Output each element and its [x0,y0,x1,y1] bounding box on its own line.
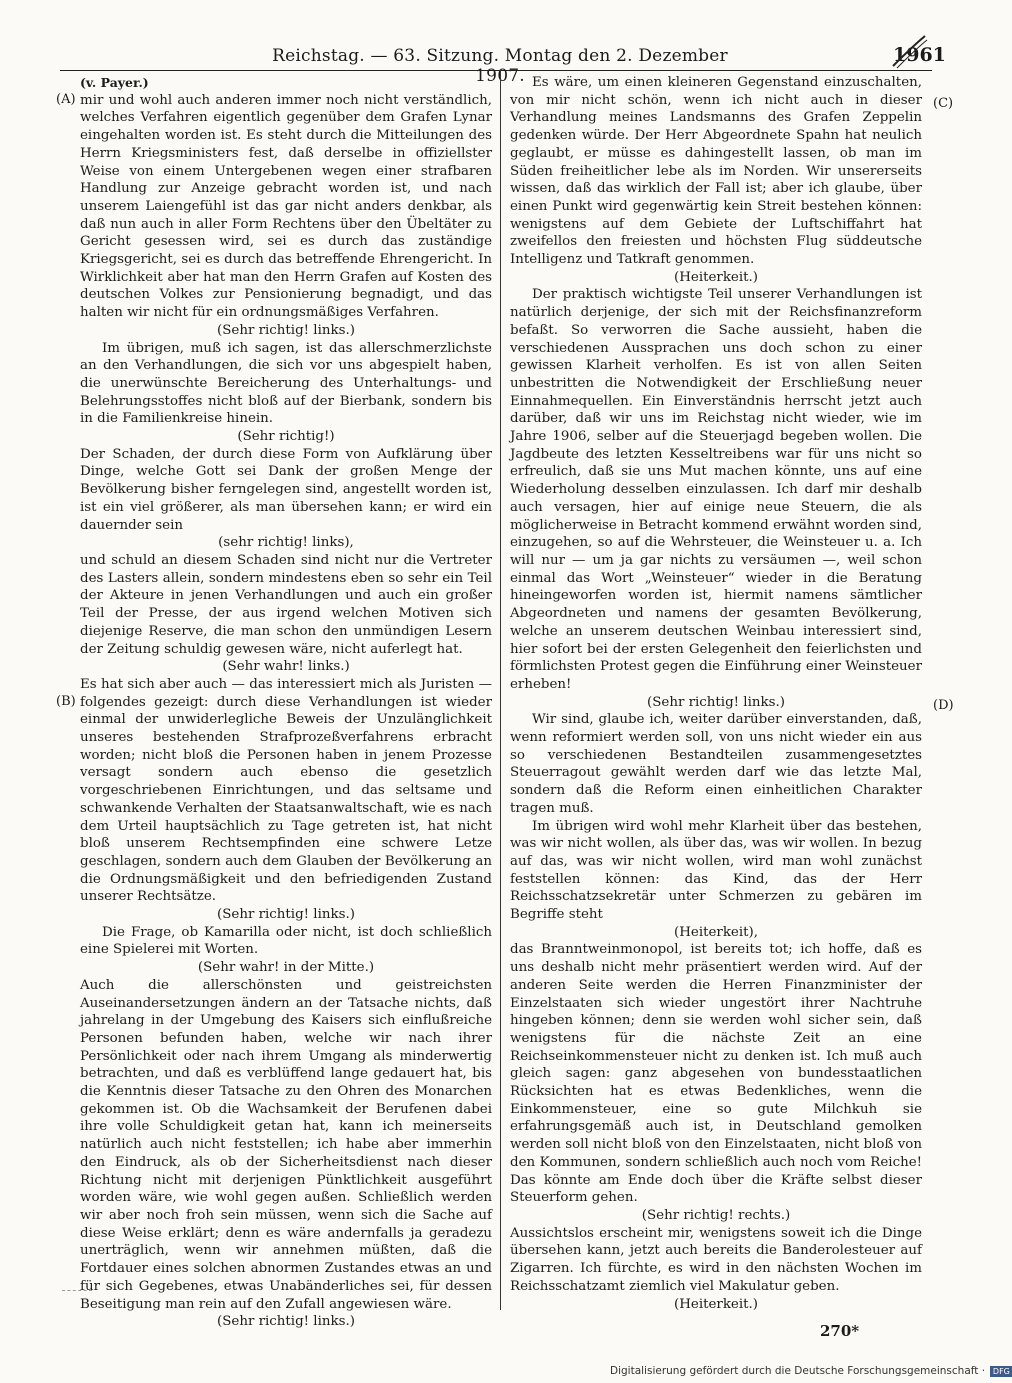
left-paragraph: Der Schaden, der durch diese Form von Aufklärung über Dinge, welche Gott sei Dank der großen Menge der Bevölkerung bisher ferngelegen sind, angestellt worden ist, ist ein viel größerer, als man übersehen kann; er wird ein dauernder sein [80,446,492,533]
left-smudge [62,1290,92,1291]
left-paragraph: Im übrigen, muß ich sagen, ist das allerschmerzlichste an den Verhandlungen, die sich vor uns abgespielt haben, die unerwünschte Bereicherung des Unterhaltungs- und Belehrungsstoffes nicht bloß auf der Bierbank, sondern bis in die Familienkreise hinein. [80,340,492,427]
left-paragraph: Die Frage, ob Kamarilla oder nicht, ist doch schließlich eine Spielerei mit Worten. [80,924,492,958]
left-paragraph: (Sehr wahr! in der Mitte.) [197,960,375,976]
page-number: 1961 [893,44,946,66]
dfg-logo: DFG [990,1366,1012,1377]
left-paragraph: mir und wohl auch anderen immer noch nicht verständlich, welches Verfahren eigentlich gegenüber dem Grafen Lynar eingehalten worden ist. Es steht durch die Mitteilungen des Herrn Kriegsministers fest, daß derselbe in offiziellster Weise von einem Untergebenen wegen einer strafbaren Handlung zur Anzeige gebracht worden ist, und nach unserem Laiengefühl ist das gar nicht anders denkbar, als daß nun auch in aller Form Rechtens über den Übeltäter zu Gericht gesessen wird, sei es durch das zuständige Kriegsgericht, sei es durch das betreffende Ehrengericht. In Wirklichkeit aber hat man den Herrn Grafen auf Kosten des deutschen Volkes zur Pensionierung begnadigt, und das halten wir nicht für ein ordnungsmäßiges Verfahren. [80,92,492,321]
left-paragraph: (sehr richtig! links), [218,535,354,551]
header-rule [60,70,932,71]
left-paragraph: (Sehr richtig! links.) [217,907,355,923]
right-paragraph: das Branntweinmonopol, ist bereits tot; ich hoffe, daß es uns deshalb nicht mehr präsentiert werden wird. Auf der anderen Seite werden die Herren Finanzminister der Einzelstaaten sich wieder ungestört ihrer Nachtruhe hingeben können; denn sie werden wohl sicher sein, daß wenigstens für die nächste Zeit an eine Reichseinkommensteuer nicht zu denken ist. Ich muß auch gleich sagen: ganz abgesehen von bundesstaatlichen Rücksichten hat es etwas Bedenkliches, wenn die Einkommensteuer, eine so gute Milchkuh sie erfahrungsgemäß auch ist, in Deutschland gemolken werden soll nicht bloß von den Einzelstaaten, nicht bloß von den Kommunen, sondern schließlich auch noch vom Reiche! Das könnte am Ende doch über die Kräfte selbst dieser Steuerform gehen. [510,942,922,1206]
footer-credit-text: Digitalisierung gefördert durch die Deutsche Forschungsgemeinschaft · [610,1365,986,1377]
left-paragraph: (Sehr richtig!) [237,429,335,445]
strike-mark-icon [889,34,929,70]
left-paragraph: (Sehr richtig! links.) [217,1314,355,1330]
right-paragraph: (Heiterkeit), [674,924,758,940]
left-paragraph: (Sehr wahr! links.) [222,659,350,675]
margin-marker-b: (B) [56,694,76,709]
signature-mark: 270* [820,1322,860,1340]
right-paragraph: Im übrigen wird wohl mehr Klarheit über das bestehen, was wir nicht wollen, als über das, was wir wollen. In bezug auf das, was wir nicht wollen, wird man wohl zunächst feststellen können: das Kind, das der Herr Reichsschatzsekretär unter Schmerzen zu gebären im Begriffe steht [510,818,922,923]
right-paragraph: (Heiterkeit.) [674,1296,758,1312]
margin-marker-c: (C) [933,96,954,111]
footer-credit [610,1365,1012,1377]
right-paragraph: Aussichtslos erscheint mir, wenigstens soweit ich die Dinge übersehen kann, jetzt auch bereits die Banderolesteuer auf Zigarren. Ich fürchte, es wird in den nächsten Wochen im Reichsschatzamt ziemlich viel Makulatur geben. [510,1225,922,1294]
left-column [80,74,492,1331]
speaker-label: (v. Payer.) [80,75,149,90]
running-header: Reichstag. — 63. Sitzung. Montag den 2. Dezember 1907. [272,46,728,86]
right-column [510,74,922,1313]
right-paragraph: Der praktisch wichtigste Teil unserer Verhandlungen ist natürlich derjenige, der sich mit der Reichsfinanzreform befaßt. So verworren die Sache aussieht, haben die verschiedenen Aussprachen uns doch schon zu einer gewissen Klarheit verholfen. Es ist von allen Seiten unbestritten die Notwendigkeit der Erschließung neuer Einnahmequellen. Ein Einverständnis herrscht jetzt auch darüber, daß wir uns im Reichstag nicht wieder, wie im Jahre 1906, selber auf die Steuerjagd begeben wollen. Die Jagdbeute des letzten Kesseltreibens war für uns nicht so erfreulich, daß sie uns Mut machen könnte, uns auf eine Wiederholung desselben einzulassen. Ich darf mir deshalb auch versagen, hier auf einige neue Steuern, die als möglicherweise in Betracht kommend erwähnt worden sind, einzugehen, so auf die Wehrsteuer, die Weinsteuer u. a. Ich will nur — um ja gar nichts zu versäumen —, weil schon einmal das Wort „Weinsteuer“ wieder in die Beratung hineingeworfen worden ist, hiermit namens sämtlicher Abgeordneten und namens der gesamten Bevölkerung, welche an unserem deutschen Weinbau interessiert sind, hier sofort bei der ersten Gelegenheit den feierlichsten und förmlichsten Protest gegen die Einführung einer Weinsteuer erheben! [510,287,922,692]
margin-marker-a: (A) [56,92,76,107]
right-paragraph: Es wäre, um einen kleineren Gegenstand einzuschalten, von mir nicht schön, wenn ich nicht auch in dieser Verhandlung meines Landsmanns des Grafen Zeppelin gedenken würde. Der Herr Abgeordnete Spahn hat neulich geglaubt, er müsse es dahingestellt lassen, ob man im Süden freiheitlicher lebe als im Norden. Wir unsererseits wissen, daß das wirklich der Fall ist; aber ich glaube, über einen Punkt wird gegenwärtig kein Streit bestehen können: wenigstens auf dem Gebiete der Luftschiffahrt hat zweifellos den freiesten und höchsten Flug süddeutsche Intelligenz und Tatkraft genommen. [510,75,922,268]
left-paragraphs [80,92,492,1331]
left-paragraph: und schuld an diesem Schaden sind nicht nur die Vertreter des Lasters allein, sondern mindestens eben so sehr ein Teil der Akteure in jenen Verhandlungen und auch ein großer Teil der Presse, der aus irgend welchen Motiven sich diejenige Reserve, die man schon den unmündigen Lesern der Zeitung schuldig gewesen wäre, nicht auferlegt hat. [80,552,492,657]
left-paragraph: (Sehr richtig! links.) [217,322,355,338]
right-paragraph: Wir sind, glaube ich, weiter darüber einverstanden, daß, wenn reformiert werden soll, von uns nicht wieder ein aus so verschiedenen Bestandteilen zusammengesetztes Steuerragout gewählt werden darf wie das letzte Mal, sondern daß die Reform einen einheitlichen Charakter tragen muß. [510,712,922,816]
right-paragraph: (Sehr richtig! rechts.) [641,1208,791,1223]
left-paragraph: Es hat sich aber auch — das interessiert mich als Juristen — folgendes gezeigt: durch diese Verhandlungen ist wieder einmal der unwiderlegliche Beweis der Unzulänglichkeit unseres bestehenden Strafprozeßverfahrens erbracht worden; nicht bloß die Personen haben in jenem Prozesse versagt sondern auch ebenso die gesetzlich vorgeschriebenen Einrichtungen, und das seltsame und schwankende Verhalten der Staatsanwaltschaft, wie es nach dem Urteil hauptsächlich zu Tage getreten ist, hat nicht bloß unserem Rechtsempfinden eine schwere Letze geschlagen, sondern auch dem Glauben der Bevölkerung an die Ordnungsmäßigkeit und den befriedigenden Zustand unserer Rechtsätze. [80,676,492,905]
right-paragraphs [510,74,922,1313]
right-paragraph: (Sehr richtig! links.) [647,694,785,710]
column-divider [500,70,501,1310]
margin-marker-d: (D) [933,698,954,713]
left-paragraph: Auch die allerschönsten und geistreichsten Auseinandersetzungen ändern an der Tatsache nichts, daß jahrelang in der Umgebung des Kaisers sich einflußreiche Personen befunden haben, welche wir nach ihrer Persönlichkeit oder nach ihrem Umgang als minderwertig betrachten, und daß es verblüffend lange gedauert hat, bis die Kenntnis dieser Tatsache zu den Ohren des Monarchen gekommen ist. Ob die Wachsamkeit der Berufenen dabei ihre volle Schuldigkeit getan hat, kann ich meinerseits natürlich auch nicht feststellen; ich habe aber immerhin den Eindruck, als ob der Sicherheitsdienst nach dieser Richtung nicht mit derjenigen Pünktlichkeit ausgeführt worden wäre, wie wohl gegen außen. Schließlich werden wir aber noch froh sein müssen, wenn sich die Sache auf diese Weise erklärt; denn es wäre andernfalls ja geradezu unerträglich, wenn wir annehmen müßten, daß die Fortdauer eines solchen abnormen Zustandes etwas an und für sich Gegebenes, etwas Unabänderliches sei, für dessen Beseitigung man rein auf den Zufall angewiesen wäre. [80,977,492,1312]
right-paragraph: (Heiterkeit.) [674,269,758,285]
